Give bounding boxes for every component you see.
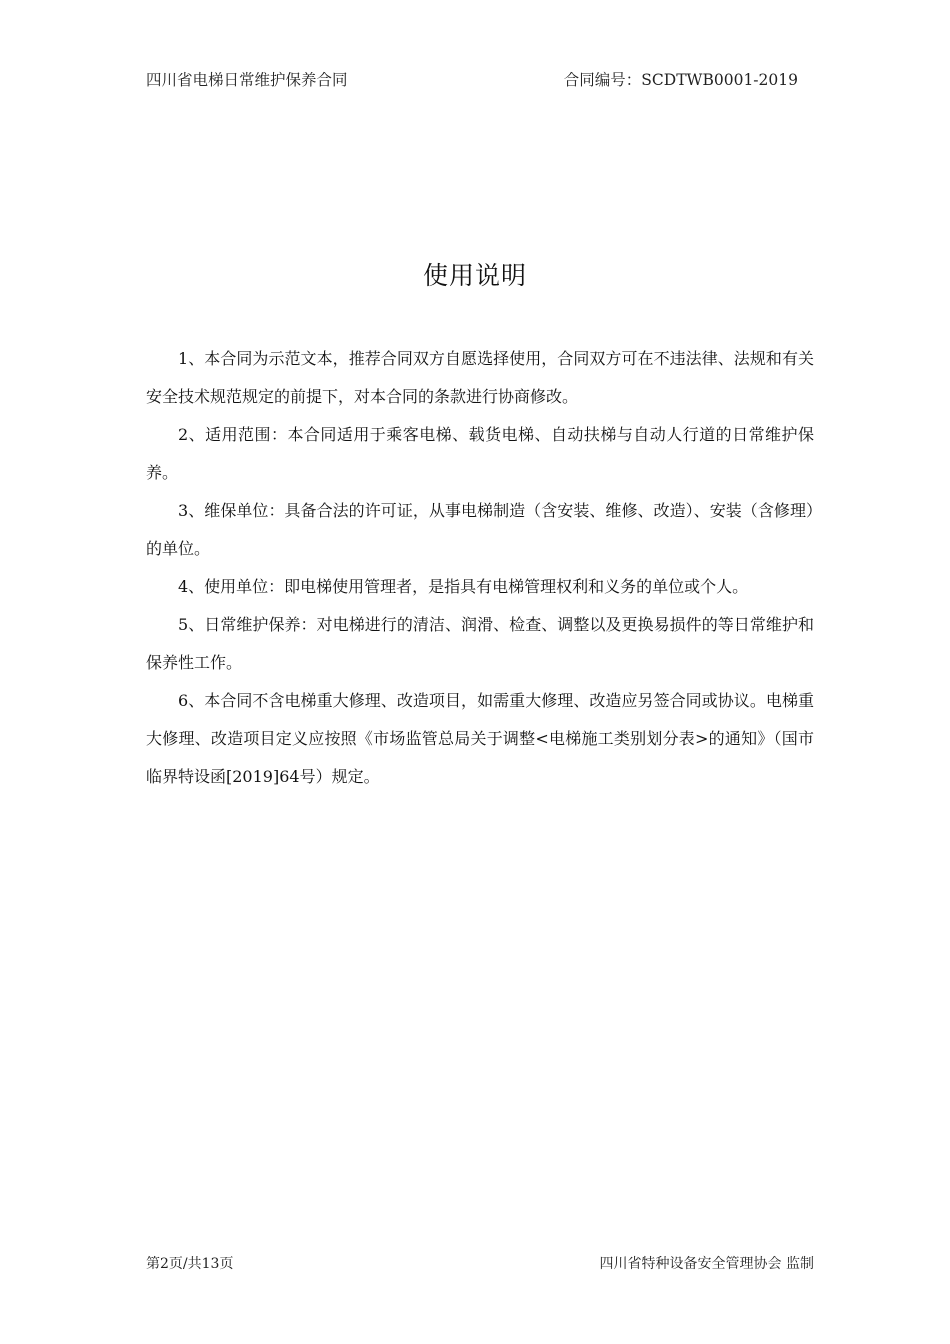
instruction-paragraph-6: 6、本合同不含电梯重大修理、改造项目，如需重大修理、改造应另签合同或协议。电梯重大修理、改造项目定义应按照《市场监管总局关于调整<电梯施工类别划分表>的通知》（国市临界特设函[2019]64号）规定。	[146, 691, 814, 786]
instruction-paragraph-3: 3、维保单位：具备合法的许可证，从事电梯制造（含安装、维修、改造）、安装（含修理）的单位。	[146, 501, 814, 558]
instruction-paragraph-1: 1、本合同为示范文本，推荐合同双方自愿选择使用，合同双方可在不违法律、法规和有关安全技术规范规定的前提下，对本合同的条款进行协商修改。	[146, 349, 814, 406]
footer-issuer: 四川省特种设备安全管理协会 监制	[599, 1256, 814, 1272]
instruction-paragraph-5: 5、日常维护保养：对电梯进行的清洁、润滑、检查、调整以及更换易损件的等日常维护和保养性工作。	[146, 615, 814, 672]
header-contract-number: 合同编号：SCDTWB0001-2019	[563, 71, 798, 89]
page-footer	[146, 1254, 814, 1274]
instruction-paragraph-2: 2、适用范围：本合同适用于乘客电梯、载货电梯、自动扶梯与自动人行道的日常维护保养。	[146, 425, 814, 482]
footer-page-number: 第2页/共13页	[146, 1256, 234, 1272]
instruction-paragraph-4: 4、使用单位：即电梯使用管理者，是指具有电梯管理权利和义务的单位或个人。	[178, 577, 749, 596]
page-title: 使用说明	[422, 261, 527, 290]
instructions-body	[146, 340, 814, 796]
page-header	[146, 68, 798, 92]
header-contract-name: 四川省电梯日常维护保养合同	[146, 71, 348, 89]
